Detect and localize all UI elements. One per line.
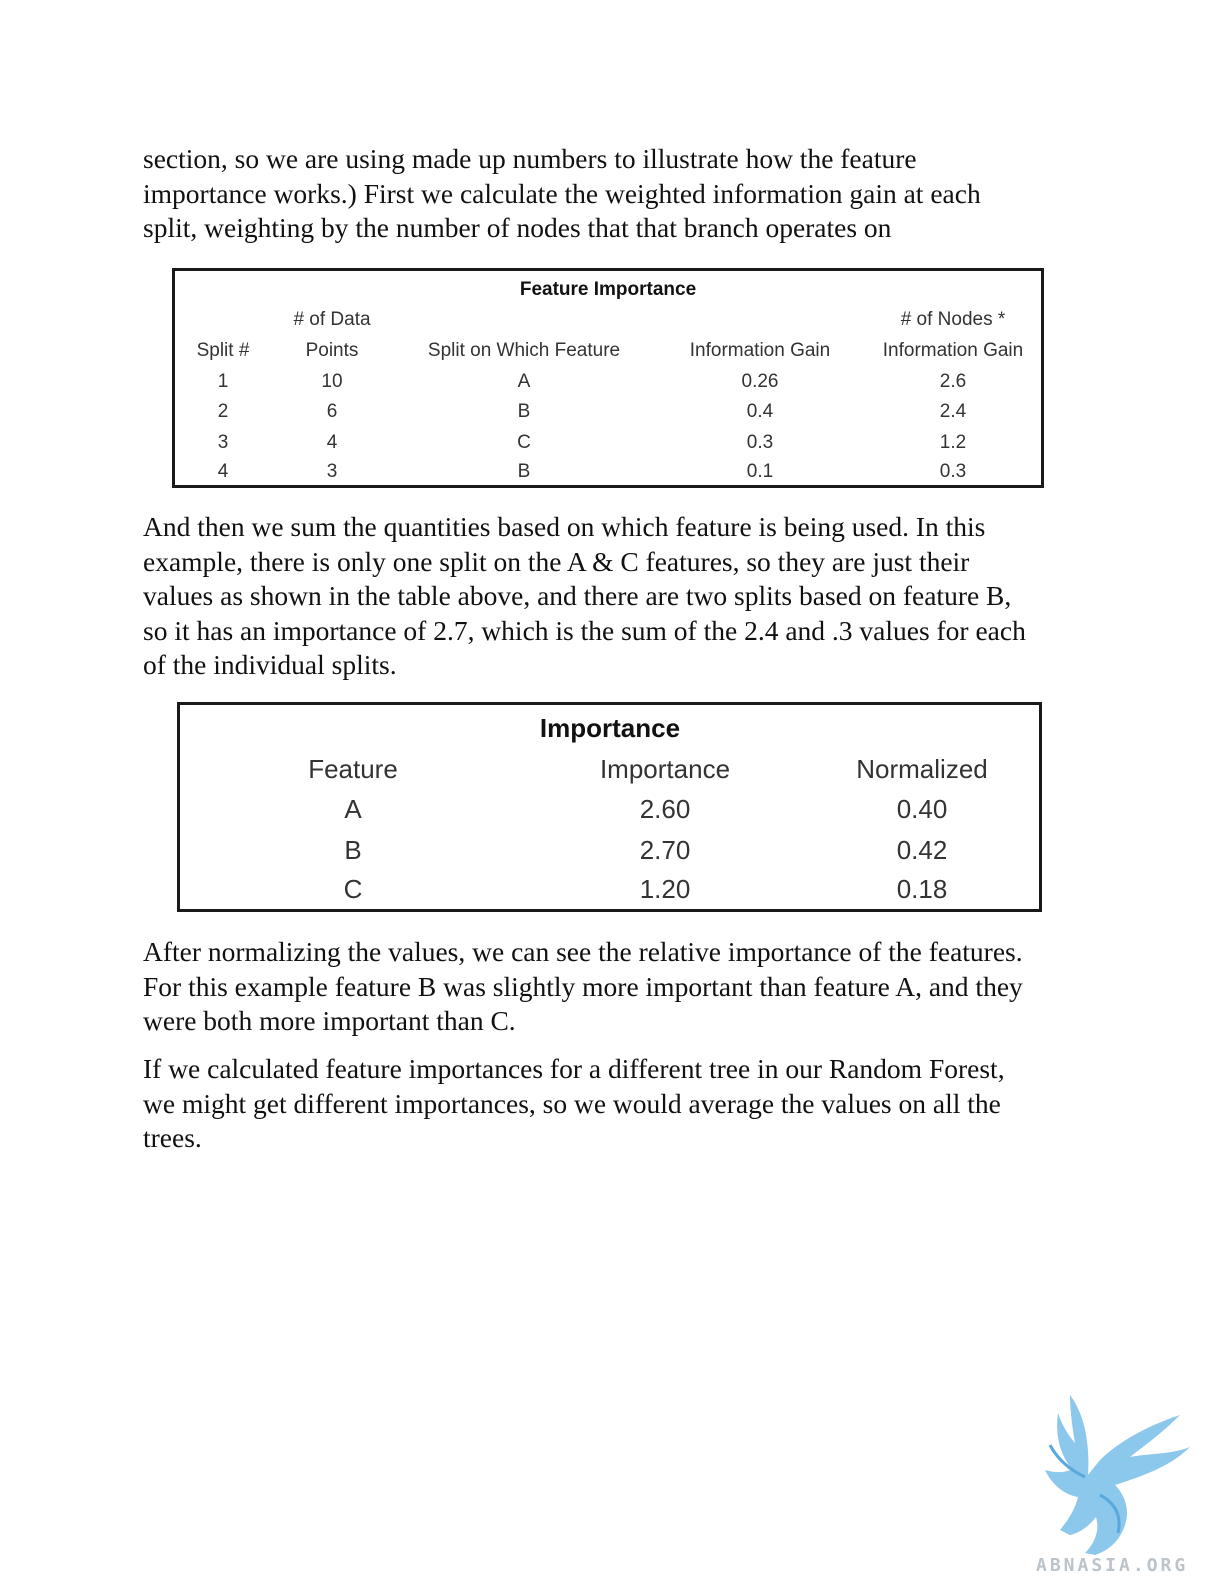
table-cell: 0.3: [939, 461, 967, 482]
table-cell: 2.60: [639, 794, 691, 824]
column-header: Split #: [196, 340, 250, 361]
table-cell: B: [517, 461, 531, 482]
table-cell: C: [517, 432, 531, 453]
logo-text: ABNASIA.ORG: [1036, 1555, 1189, 1576]
table-cell: 4: [326, 432, 338, 453]
text-line: And then we sum the quantities based on which feature is being used. In this: [143, 511, 986, 542]
text-line: For this example feature B was slightly more important than feature A, and they: [143, 970, 1023, 1002]
text-line: After normalizing the values, we can see the relative importance of the features.: [143, 936, 1023, 967]
table-cell: 3: [326, 461, 338, 482]
column-header: Split on Which Feature: [427, 340, 621, 361]
table-cell: 1.2: [939, 432, 967, 453]
text-line: If we calculated feature importances for a different tree in our Random Forest,: [143, 1053, 1005, 1084]
column-header: # of Data: [293, 309, 371, 330]
column-header: Information Gain: [882, 340, 1024, 361]
table-cell: 2.70: [639, 835, 691, 865]
table-cell: 3: [217, 432, 229, 453]
text-line: so it has an importance of 2.7, which is the sum of the 2.4 and .3 values for each: [143, 614, 1026, 646]
table-cell: 0.18: [896, 874, 948, 904]
table-cell: 4: [217, 461, 229, 482]
table-cell: A: [517, 371, 531, 392]
table-cell: 2: [217, 401, 229, 422]
table-cell: 6: [326, 401, 338, 422]
table-cell: 10: [321, 371, 343, 392]
text-line: split, weighting by the number of nodes that that branch operates on: [143, 212, 892, 243]
table-cell: 0.1: [746, 461, 774, 482]
column-header: Feature: [308, 754, 398, 784]
table-cell: A: [344, 794, 362, 824]
text-line: example, there is only one split on the A & C features, so they are just their: [143, 545, 970, 577]
table-cell: 0.4: [746, 401, 774, 422]
table-title: Feature Importance: [519, 279, 697, 300]
table-cell: B: [517, 401, 531, 422]
paragraph-random-forest: [143, 1052, 1073, 1156]
table-cell: 1: [217, 371, 229, 392]
table-cell: B: [344, 835, 362, 865]
table-cell: 2.6: [939, 371, 967, 392]
column-header: Information Gain: [689, 340, 831, 361]
table-cell: 0.3: [746, 432, 774, 453]
text-line: of the individual splits.: [143, 649, 397, 680]
paragraph-normalized-result: [143, 935, 1073, 1039]
paragraph-sum-explanation: [143, 510, 1073, 683]
importance-table: [177, 702, 1042, 912]
text-line: values as shown in the table above, and there are two splits based on feature B,: [143, 580, 1012, 611]
table-cell: C: [343, 874, 363, 904]
text-line: importance works.) First we calculate the weighted information gain at each: [143, 177, 981, 209]
feature-importance-table: [172, 268, 1044, 488]
column-header: # of Nodes *: [900, 309, 1006, 330]
column-header: Points: [305, 340, 359, 361]
table-cell: 0.42: [896, 835, 948, 865]
text-line: we might get different importances, so we would average the values on all the: [143, 1087, 1001, 1119]
text-line: trees.: [143, 1122, 202, 1153]
table-cell: 0.26: [741, 371, 779, 392]
paragraph-intro: [143, 142, 1073, 246]
griffin-logo-icon: [1030, 1385, 1208, 1567]
table-cell: 0.40: [896, 794, 948, 824]
table-cell: 2.4: [939, 401, 967, 422]
text-line: were both more important than C.: [143, 1005, 516, 1036]
table-cell: 1.20: [639, 874, 691, 904]
table-title: Importance: [539, 713, 681, 743]
column-header: Importance: [599, 754, 731, 784]
text-line: section, so we are using made up numbers to illustrate how the feature: [143, 143, 917, 174]
column-header: Normalized: [856, 754, 988, 784]
